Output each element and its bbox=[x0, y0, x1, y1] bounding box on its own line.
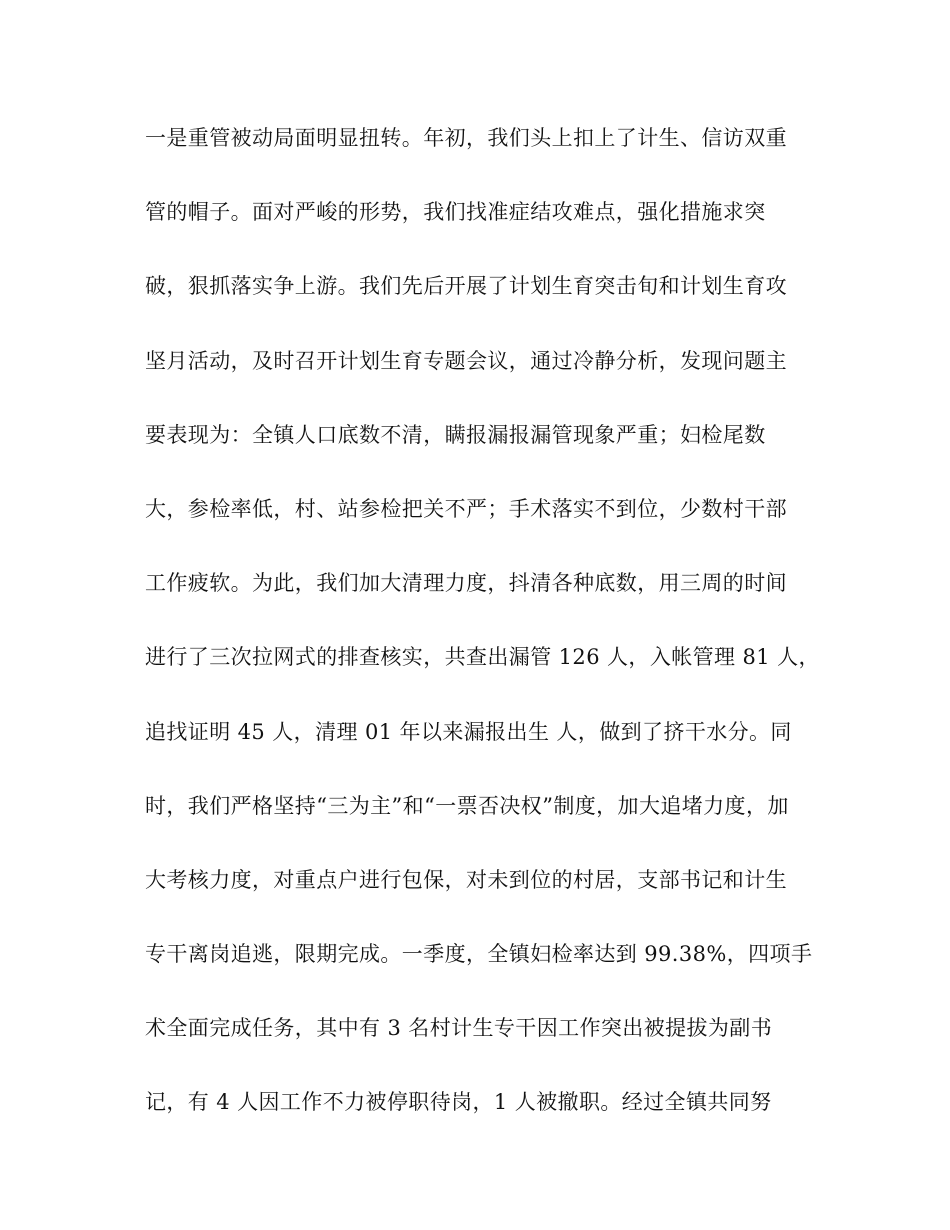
text-line: 要表现为：全镇人口底数不清，瞒报漏报漏管现象严重；妇检尾数 bbox=[145, 422, 766, 447]
text-line: 大，参检率低，村、站参检把关不严；手术落实不到位，少数村干部 bbox=[145, 496, 787, 521]
text-line: 记，有 4 人因工作不力被停职待岗，1 人被撤职。经过全镇共同努 bbox=[145, 1090, 772, 1115]
text-line: 进行了三次拉网式的排查核实，共查出漏管 126 人，入帐管理 81 人， bbox=[145, 645, 820, 670]
text-line: 坚月活动，及时召开计划生育专题会议，通过冷静分析，发现问题主 bbox=[145, 348, 787, 373]
text-line: 术全面完成任务，其中有 3 名村计生专干因工作突出被提拔为副书 bbox=[145, 1016, 773, 1041]
text-line: 管的帽子。面对严峻的形势，我们找准症结攻难点，强化措施求突 bbox=[145, 200, 766, 225]
text-line: 时，我们严格坚持“三为主”和“一票否决权”制度，加大追堵力度，加 bbox=[145, 793, 789, 818]
text-line: 工作疲软。为此，我们加大清理力度，抖清各种底数，用三周的时间 bbox=[145, 571, 787, 596]
text-line: 追找证明 45 人，清理 01 年以来漏报出生 人，做到了挤干水分。同 bbox=[145, 719, 792, 744]
text-line: 专干离岗追逃，限期完成。一季度，全镇妇检率达到 99.38%，四项手 bbox=[145, 942, 813, 967]
body-paragraph bbox=[145, 120, 825, 1159]
text-line: 破，狠抓落实争上游。我们先后开展了计划生育突击旬和计划生育攻 bbox=[145, 274, 787, 299]
text-line: 一是重管被动局面明显扭转。年初，我们头上扣上了计生、信访双重 bbox=[145, 126, 787, 150]
text-line: 大考核力度，对重点户进行包保，对未到位的村居，支部书记和计生 bbox=[145, 867, 787, 892]
